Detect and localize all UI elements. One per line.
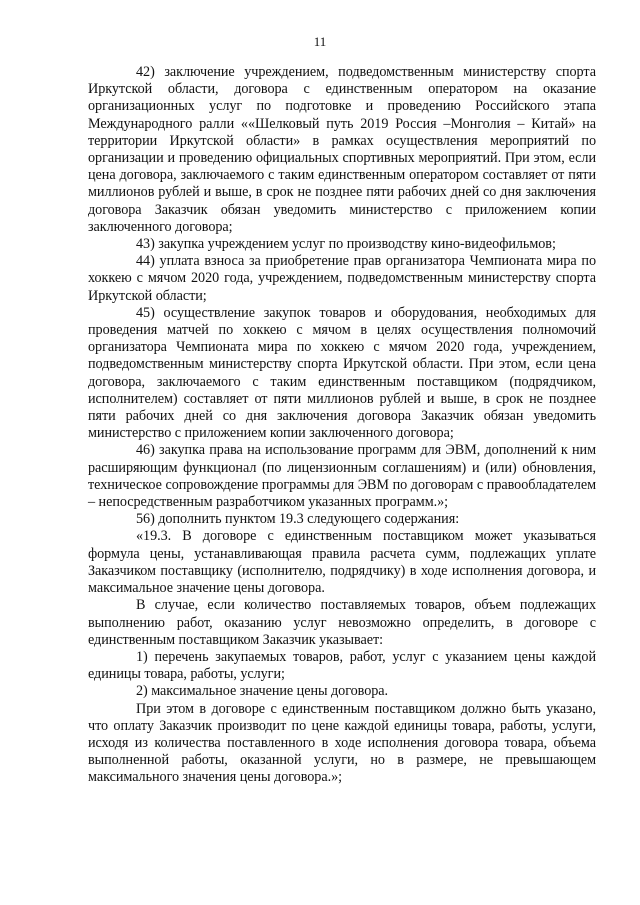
paragraph-item-42: 42) заключение учреждением, подведомственным министерству спорта Иркутской области, договора с единственным оператором на оказание организационных услуг по подготовке и проведению Российского этапа Международного ралли ««Шелковый путь 2019 Россия –Монголия – Китай» на территории Иркутской области» в рамках осуществления мероприятий по организации и проведению официальных спортивных мероприятий. При этом, если цена договора, заключаемого с таким единственным оператором составляет от пяти миллионов рублей и выше, в срок не позднее пяти рабочих дней со дня заключения договора Заказчик обязан уведомить министерство с приложением копии заключенного договора; (88, 64, 596, 235)
paragraph-clause-19-3: «19.3. В договоре с единственным поставщиком может указываться формула цены, устанавливающая правила расчета сумм, подлежащих уплате Заказчиком поставщику (исполнителю, подрядчику) в ходе исполнения договора, и максимальное значение цены договора. (88, 528, 596, 597)
document-body (88, 64, 596, 787)
paragraph-amendment-56: 56) дополнить пунктом 19.3 следующего содержания: (136, 511, 460, 528)
paragraph-list-item-1: 1) перечень закупаемых товаров, работ, услуг с указанием цены каждой единицы товара, работы, услуги; (88, 648, 596, 683)
paragraph-payment-terms: При этом в договоре с единственным поставщиком должно быть указано, что оплату Заказчик производит по цене каждой единицы товара, работы, услуги, исходя из количества поставленного в ходе исполнения договора товара, объема выполненной работы, оказанной услуги, но в размере, не превышающем максимального значения цены договора.»; (88, 700, 596, 786)
paragraph-item-45: 45) осуществление закупок товаров и оборудования, необходимых для проведения матчей по хоккею с мячом в целях осуществления полномочий организатора Чемпионата мира по хоккею с мячом 2020 года, учреждением, подведомственным министерству спорта Иркутской области. При этом, если цена договора, заключаемого с таким единственным поставщиком (подрядчиком, исполнителем) составляет от пяти миллионов рублей и выше, в срок не позднее пяти рабочих дней со дня заключения договора Заказчик обязан уведомить министерство с приложением копии заключенного договора; (88, 304, 596, 442)
paragraph-item-44: 44) уплата взноса за приобретение прав организатора Чемпионата мира по хоккею с мячом 2020 года, учреждением, подведомственным министерству спорта Иркутской области; (88, 253, 596, 304)
paragraph-list-item-2: 2) максимальное значение цены договора. (136, 683, 389, 700)
paragraph-item-43: 43) закупка учреждением услуг по производству кино-видеофильмов; (136, 236, 556, 253)
page-number: 11 (313, 34, 327, 49)
paragraph-item-46: 46) закупка права на использование программ для ЭВМ, дополнений к ним расширяющим функционал (по лицензионным соглашениям) и (или) обновления, техническое сопровождение программы для ЭВМ по договорам с правообладателем – непосредственным разработчиком указанных программ.»; (88, 442, 596, 511)
paragraph-case-condition: В случае, если количество поставляемых товаров, объем подлежащих выполнению работ, оказанию услуг невозможно определить, в договоре с единственным поставщиком Заказчик указывает: (88, 597, 596, 648)
